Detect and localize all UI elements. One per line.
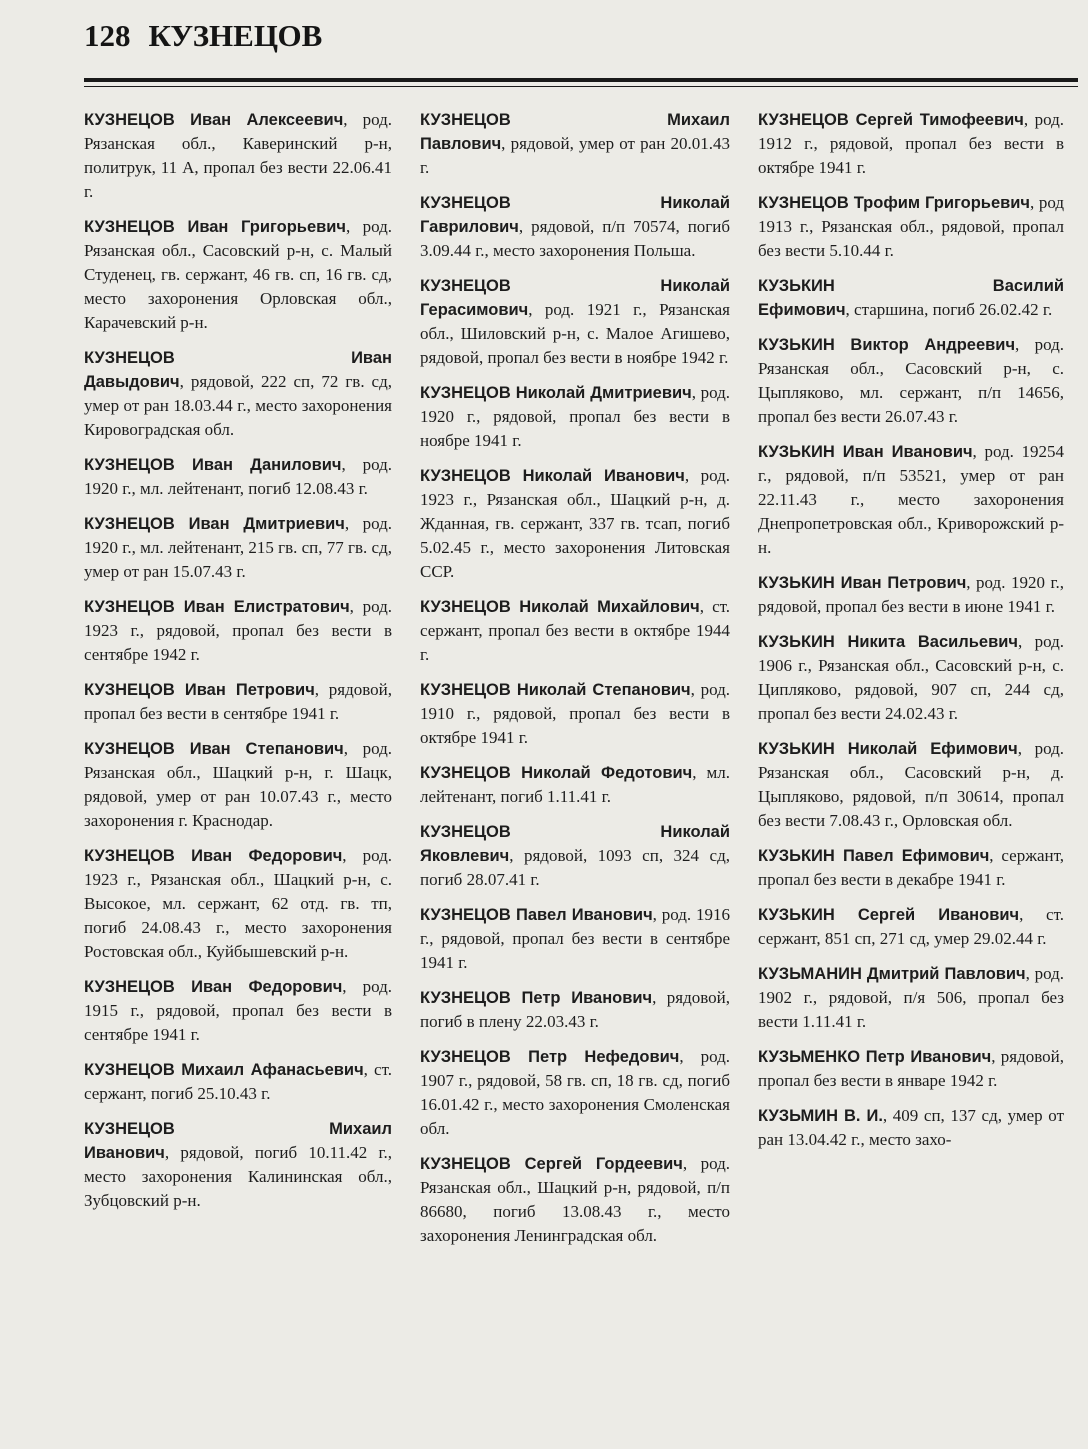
entry-name: КУЗЬМЕНКО Петр Иванович — [758, 1048, 992, 1066]
entry-text: рядовой, 222 сп, 72 гв. сд, умер от ран 18.03.44 г., место захоронения Кировоградская обл. — [84, 372, 392, 439]
entry-text: род. 1920 г., мл. лейтенант, погиб 12.08.43 г. — [84, 455, 392, 498]
entry-separator: , — [509, 846, 524, 865]
entry — [420, 820, 730, 892]
entry — [84, 215, 392, 335]
entry-name: КУЗНЕЦОВ Николай Дмитриевич — [420, 384, 692, 402]
entry-name: КУЗНЕЦОВ Сергей Гордеевич — [420, 1155, 683, 1173]
entry-text: старшина, погиб 26.02.42 г. — [854, 300, 1053, 319]
entry-separator: , — [363, 1060, 375, 1079]
entry-name: КУЗНЕЦОВ Николай Степанович — [420, 681, 691, 699]
entry-name: КУЗЬМАНИН Дмитрий Павлович — [758, 965, 1026, 983]
entry-separator: , — [972, 442, 985, 461]
entry — [84, 737, 392, 833]
entry-text: рядовой, пропал без вести в январе 1942 г. — [758, 1047, 1064, 1090]
entry-text: род. 1923 г., Рязанская обл., Шацкий р-н, д. Жданная, гв. сержант, 337 гв. тсап, погиб 5.02.45 г., место захоронения Литовская ССР. — [420, 466, 730, 581]
entry-text: род. 19254 г., рядовой, п/п 53521, умер от ран 22.11.43 г., место захоронения Днепропетровская обл., Криворожский р-н. — [758, 442, 1064, 557]
running-title: КУЗНЕЦОВ — [148, 18, 323, 53]
entry — [84, 595, 392, 667]
entry-text: род. Рязанская обл., Сасовский р-н, д. Цыпляково, рядовой, п/п 30614, пропал без вести 7.08.43 г., Орловская обл. — [758, 739, 1064, 830]
entry-name: КУЗНЕЦОВ Михаил Павлович — [420, 111, 730, 153]
entry-text: род. 1920 г., рядовой, пропал без вести в июне 1941 г. — [758, 573, 1064, 616]
entry-separator: , — [845, 300, 855, 319]
entry-name: КУЗНЕЦОВ Иван Елистратович — [84, 598, 350, 616]
entry — [84, 1058, 392, 1106]
entry-separator: , — [179, 372, 191, 391]
entry — [758, 1045, 1064, 1093]
entry — [420, 1045, 730, 1141]
entry-text: рядовой, п/п 70574, погиб 3.09.44 г., место захоронения Польша. — [420, 217, 731, 260]
entry-separator: , — [349, 597, 363, 616]
entry — [420, 381, 730, 453]
entry — [758, 844, 1064, 892]
entry-separator: , — [691, 383, 701, 402]
entry-text: род. 1916 г., рядовой, пропал без вести в сентябре 1941 г. — [420, 905, 730, 972]
entry-separator: , — [652, 988, 667, 1007]
entry-text: род 1913 г., Рязанская обл., рядовой, пропал без вести 5.10.44 г. — [758, 193, 1064, 260]
entry — [758, 274, 1064, 322]
column-2 — [420, 108, 730, 1438]
entry-name: КУЗНЕЦОВ Николай Иванович — [420, 467, 685, 485]
entry-text: род. 1920 г., мл. лейтенант, 215 гв. сп, 77 гв. сд, умер от ран 15.07.43 г. — [84, 514, 393, 581]
entry-name: КУЗЬКИН Николай Ефимович — [758, 740, 1018, 758]
entry-separator: , — [501, 134, 511, 153]
entry — [420, 761, 730, 809]
entry-separator: , — [1017, 739, 1035, 758]
entry-text: мл. лейтенант, погиб 1.11.41 г. — [420, 763, 730, 806]
entry-name: КУЗНЕЦОВ Сергей Тимофеевич — [758, 111, 1024, 129]
entry — [420, 1152, 730, 1248]
entry-name: КУЗНЕЦОВ Николай Федотович — [420, 764, 693, 782]
entry-text: рядовой, погиб в плену 22.03.43 г. — [420, 988, 731, 1031]
entry — [758, 333, 1064, 429]
entry — [84, 975, 392, 1047]
entry-name: КУЗНЕЦОВ Иван Федорович — [84, 978, 343, 996]
page-header — [84, 18, 1064, 62]
entry-name: КУЗЬКИН Павел Ефимович — [758, 847, 990, 865]
entry-text: рядовой, умер от ран 20.01.43 г. — [420, 134, 731, 177]
entry-text: род. 1921 г., Рязанская обл., Шиловский р-н, с. Малое Агишево, рядовой, пропал без вести в ноябре 1942 г. — [420, 300, 730, 367]
entry-separator: , — [692, 763, 707, 782]
entry-separator: , — [1017, 632, 1035, 651]
entry-separator: , — [679, 1047, 701, 1066]
entry-separator: , — [989, 846, 1002, 865]
entry-separator: , — [518, 217, 532, 236]
entry-name: КУЗНЕЦОВ Иван Дмитриевич — [84, 515, 345, 533]
entry — [84, 678, 392, 726]
entry-name: КУЗЬКИН Никита Васильевич — [758, 633, 1018, 651]
entry-text: род. Рязанская обл., Шацкий р-н, рядовой, п/п 86680, погиб 13.08.43 г., место захоронения Ленинградская обл. — [420, 1154, 731, 1245]
entry-text: род. Рязанская обл., Каверинский р-н, политрук, 11 А, пропал без вести 22.06.41 г. — [84, 110, 392, 201]
entry — [758, 630, 1064, 726]
column-3 — [758, 108, 1064, 1438]
entry-text: ст. сержант, 851 сп, 271 сд, умер 29.02.44 г. — [758, 905, 1064, 948]
entry-separator: , — [342, 846, 363, 865]
entry — [84, 844, 392, 964]
entry-name: КУЗНЕЦОВ Павел Иванович — [420, 906, 653, 924]
entry-name: КУЗНЕЦОВ Михаил Иванович — [84, 1120, 392, 1162]
entry — [420, 274, 730, 370]
entry-name: КУЗЬМИН В. И. — [758, 1107, 883, 1125]
entry-name: КУЗЬКИН Иван Иванович — [758, 443, 973, 461]
entry-name: КУЗНЕЦОВ Николай Герасимович — [420, 277, 730, 319]
entry-separator: , — [343, 739, 363, 758]
entry-text: рядовой, 1093 сп, 324 сд, погиб 28.07.41 г. — [420, 846, 730, 889]
header-rule-thick — [84, 78, 1078, 82]
entry-name: КУЗЬКИН Иван Петрович — [758, 574, 967, 592]
entry — [420, 464, 730, 584]
entry-name: КУЗНЕЦОВ Петр Иванович — [420, 989, 653, 1007]
entry — [420, 678, 730, 750]
entry-text: род. 1910 г., рядовой, пропал без вести в октябре 1941 г. — [420, 680, 730, 747]
entry — [420, 903, 730, 975]
entry-text: рядовой, пропал без вести в сентябре 1941 г. — [84, 680, 393, 723]
entry-text: род. Рязанская обл., Сасовский р-н, с. Малый Студенец, гв. сержант, 46 гв. сп, 16 гв. сд, место захоронения Орловская обл., Карачевский р-н. — [84, 217, 392, 332]
entry — [758, 737, 1064, 833]
entry-text: ст. сержант, пропал без вести в октябре 1944 г. — [420, 597, 731, 664]
entry-separator: , — [1029, 193, 1039, 212]
entry — [758, 903, 1064, 951]
entry — [84, 108, 392, 204]
entry-separator: , — [344, 514, 363, 533]
entry-separator: , — [1025, 964, 1035, 983]
entry — [84, 512, 392, 584]
entry-name: КУЗНЕЦОВ Иван Алексеевич — [84, 111, 344, 129]
entry-name: КУЗНЕЦОВ Иван Федорович — [84, 847, 343, 865]
entry-separator: , — [343, 110, 363, 129]
entry-text: род. 1920 г., рядовой, пропал без вести в ноябре 1941 г. — [420, 383, 730, 450]
entry-text: род. 1907 г., рядовой, 58 гв. сп, 18 гв. сд, погиб 16.01.42 г., место захоронения Смоленская обл. — [420, 1047, 730, 1138]
entry-separator: , — [690, 680, 701, 699]
entry-name: КУЗЬКИН Виктор Андреевич — [758, 336, 1016, 354]
entry-text: род. Рязанская обл., Шацкий р-н, г. Шацк, рядовой, умер от ран 10.07.43 г., место захоронения г. Краснодар. — [84, 739, 392, 830]
entry — [420, 986, 730, 1034]
entry-separator: , — [342, 977, 363, 996]
entry-separator: , — [528, 300, 545, 319]
entry-separator: , — [1015, 335, 1035, 354]
entry — [758, 962, 1064, 1034]
entry-separator: , — [991, 1047, 1001, 1066]
entry-separator: , — [1023, 110, 1035, 129]
entry-separator: , — [314, 680, 329, 699]
entry-text: род. 1902 г., рядовой, п/я 506, пропал без вести 1.11.41 г. — [758, 964, 1064, 1031]
entry-name: КУЗНЕЦОВ Трофим Григорьевич — [758, 194, 1030, 212]
entry — [758, 571, 1064, 619]
entry-text: род. 1912 г., рядовой, пропал без вести в октябре 1941 г. — [758, 110, 1064, 177]
entry-name: КУЗНЕЦОВ Иван Данилович — [84, 456, 342, 474]
entry-text: рядовой, погиб 10.11.42 г., место захоронения Калининская обл., Зубцовский р-н. — [84, 1143, 393, 1210]
column-1 — [84, 108, 392, 1438]
entry — [84, 1117, 392, 1213]
entry-name: КУЗНЕЦОВ Иван Григорьевич — [84, 218, 346, 236]
entry-name: КУЗНЕЦОВ Иван Давыдович — [84, 349, 392, 391]
entry-separator: , — [341, 455, 363, 474]
entry-text: род. 1923 г., Рязанская обл., Шацкий р-н, с. Высокое, мл. сержант, 62 отд. гв. тп, погиб 24.08.43 г., место захоронения Ростовская обл., Куйбышевский р-н. — [84, 846, 392, 961]
entry-name: КУЗНЕЦОВ Николай Яковлевич — [420, 823, 730, 865]
header-rule-thin — [84, 86, 1078, 87]
entry — [420, 595, 730, 667]
entry-name: КУЗНЕЦОВ Михаил Афанасьевич — [84, 1061, 364, 1079]
entry-separator: , — [682, 1154, 701, 1173]
entry-text: 409 сп, 137 сд, умер от ран 13.04.42 г., место захо- — [758, 1106, 1064, 1149]
entry — [758, 108, 1064, 180]
entry — [420, 191, 730, 263]
entry-separator: , — [652, 905, 662, 924]
entry-separator: , — [699, 597, 713, 616]
entry-name: КУЗНЕЦОВ Николай Михайлович — [420, 598, 700, 616]
entry-text: род. 1906 г., Рязанская обл., Сасовский р-н, с. Ципляково, рядовой, 907 сп, 244 сд, пропал без вести 24.02.43 г. — [758, 632, 1064, 723]
entry-separator: , — [684, 466, 701, 485]
entry-separator: , — [346, 217, 363, 236]
entry-text: сержант, пропал без вести в декабре 1941 г. — [758, 846, 1064, 889]
entry-name: КУЗЬКИН Василий Ефимович — [758, 277, 1064, 319]
entry-text: род. 1923 г., рядовой, пропал без вести в сентябре 1942 г. — [84, 597, 392, 664]
entry-text: ст. сержант, погиб 25.10.43 г. — [84, 1060, 392, 1103]
entry-separator: , — [966, 573, 977, 592]
entry-name: КУЗНЕЦОВ Иван Петрович — [84, 681, 315, 699]
entry — [758, 440, 1064, 560]
entry — [84, 453, 392, 501]
entry — [758, 1104, 1064, 1152]
entry-name: КУЗНЕЦОВ Иван Степанович — [84, 740, 344, 758]
entry-text: род. 1915 г., рядовой, пропал без вести в сентябре 1941 г. — [84, 977, 392, 1044]
entry — [758, 191, 1064, 263]
entry-text: род. Рязанская обл., Сасовский р-н, с. Цыпляково, мл. сержант, п/п 14656, пропал без вести 26.07.43 г. — [758, 335, 1064, 426]
entry-separator: , — [164, 1143, 181, 1162]
entry-separator: , — [882, 1106, 893, 1125]
entry-name: КУЗНЕЦОВ Петр Нефедович — [420, 1048, 680, 1066]
entry — [420, 108, 730, 180]
page-number: 128 — [84, 18, 131, 53]
entry — [84, 346, 392, 442]
entry-name: КУЗНЕЦОВ Николай Гаврилович — [420, 194, 730, 236]
entry-name: КУЗЬКИН Сергей Иванович — [758, 906, 1020, 924]
entry-separator: , — [1019, 905, 1047, 924]
